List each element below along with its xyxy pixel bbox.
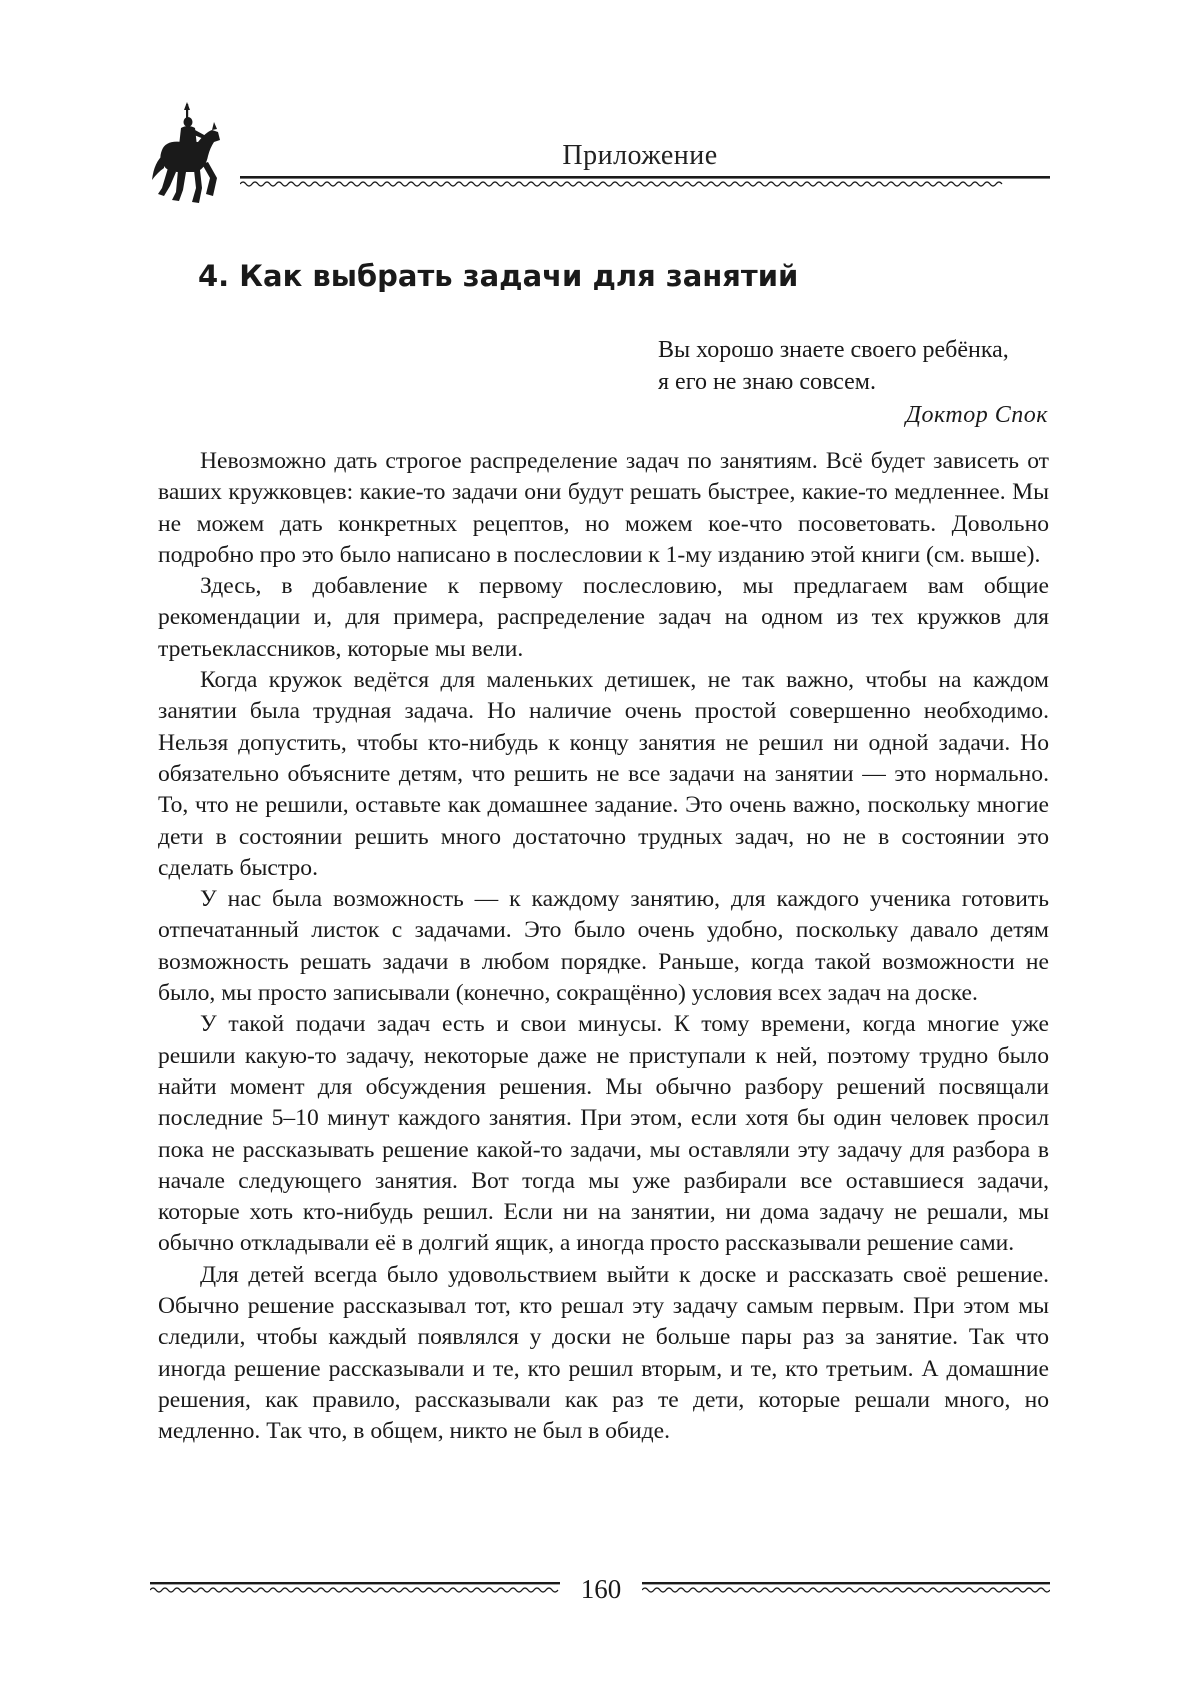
footer-wavy-rule-left: [150, 1581, 560, 1597]
footer-wavy-rule-right: [642, 1581, 1050, 1597]
paragraph: Невозможно дать строгое распределение задач по занятиям. Всё будет зависеть от ваших кружковцев: какие-то задачи они будут решать быстрее, какие-то медленнее. Мы не можем дать конкретных рецептов, но можем кое-что посоветовать. Довольно подробно про это было написано в послесловии к 1-му изданию этой книги (см. выше).: [158, 448, 1049, 568]
epigraph-line: я его не знаю совсем.: [658, 369, 876, 395]
epigraph-author: Доктор Спок: [905, 402, 1048, 428]
body-text: [158, 446, 1049, 1448]
paragraph: Здесь, в добавление к первому послесловию, мы предлагаем вам общие рекомендации и, для примера, распределение задач на одном из тех кружков для третьеклассников, которые мы вели.: [158, 573, 1049, 662]
header-wavy-rule: [240, 174, 1050, 192]
paragraph: Для детей всегда было удовольствием выйти к доске и рассказать своё решение. Обычно решение рассказывал тот, кто решал эту задачу самым первым. При этом мы следили, чтобы каждый появлялся у доски не больше пары раз за занятие. Так что иногда решение рассказывали и те, кто решил вторым, и те, кто третьим. А домашние решения, как правило, рассказывали как раз те дети, которые решали много, но медленно. Так что, в общем, никто не был в обиде.: [158, 1261, 1049, 1445]
knight-on-horse-icon: [148, 102, 228, 210]
epigraph-line: Вы хорошо знаете своего ребёнка,: [658, 337, 1009, 363]
page-number: 160: [580, 1574, 622, 1604]
paragraph: Когда кружок ведётся для маленьких детишек, не так важно, чтобы на каждом занятии была трудная задача. Но наличие очень простой совершенно необходимо. Нельзя допустить, чтобы кто-нибудь к концу занятия не решил ни одной задачи. Но обязательно объясните детям, что решить не все задачи на занятии — это нормально. То, что не решили, оставьте как домашнее задание. Это очень важно, поскольку многие дети в состоянии решить много достаточно трудных задач, но не в состоянии это сделать быстро.: [158, 667, 1049, 881]
paragraph: У такой подачи задач есть и свои минусы. К тому времени, когда многие уже решили какую-то задачу, некоторые даже не приступали к ней, поэтому трудно было найти момент для обсуждения решения. Мы обычно разбору решений посвящали последние 5–10 минут каждого занятия. При этом, если хотя бы один человек просил пока не рассказывать решение какой-то задачи, мы оставляли эту задачу для разбора в начале следующего занятия. Вот тогда мы уже разбирали все оставшиеся задачи, которые хоть кто-нибудь решил. Если ни на занятии, ни дома задачу не решали, мы обычно откладывали её в долгий ящик, а иногда просто рассказывали решение сами.: [158, 1011, 1049, 1257]
section-title: 4. Как выбрать задачи для занятий: [198, 259, 799, 293]
paragraph: У нас была возможность — к каждому занятию, для каждого ученика готовить отпечатанный листок с задачами. Это было очень удобно, поскольку давало детям возможность решать задачи в любом порядке. Раньше, когда такой возможности не было, мы просто записывали (конечно, сокращённо) условия всех задач на доске.: [158, 886, 1049, 1007]
epigraph: [658, 334, 1048, 398]
running-head: Приложение: [562, 140, 718, 171]
